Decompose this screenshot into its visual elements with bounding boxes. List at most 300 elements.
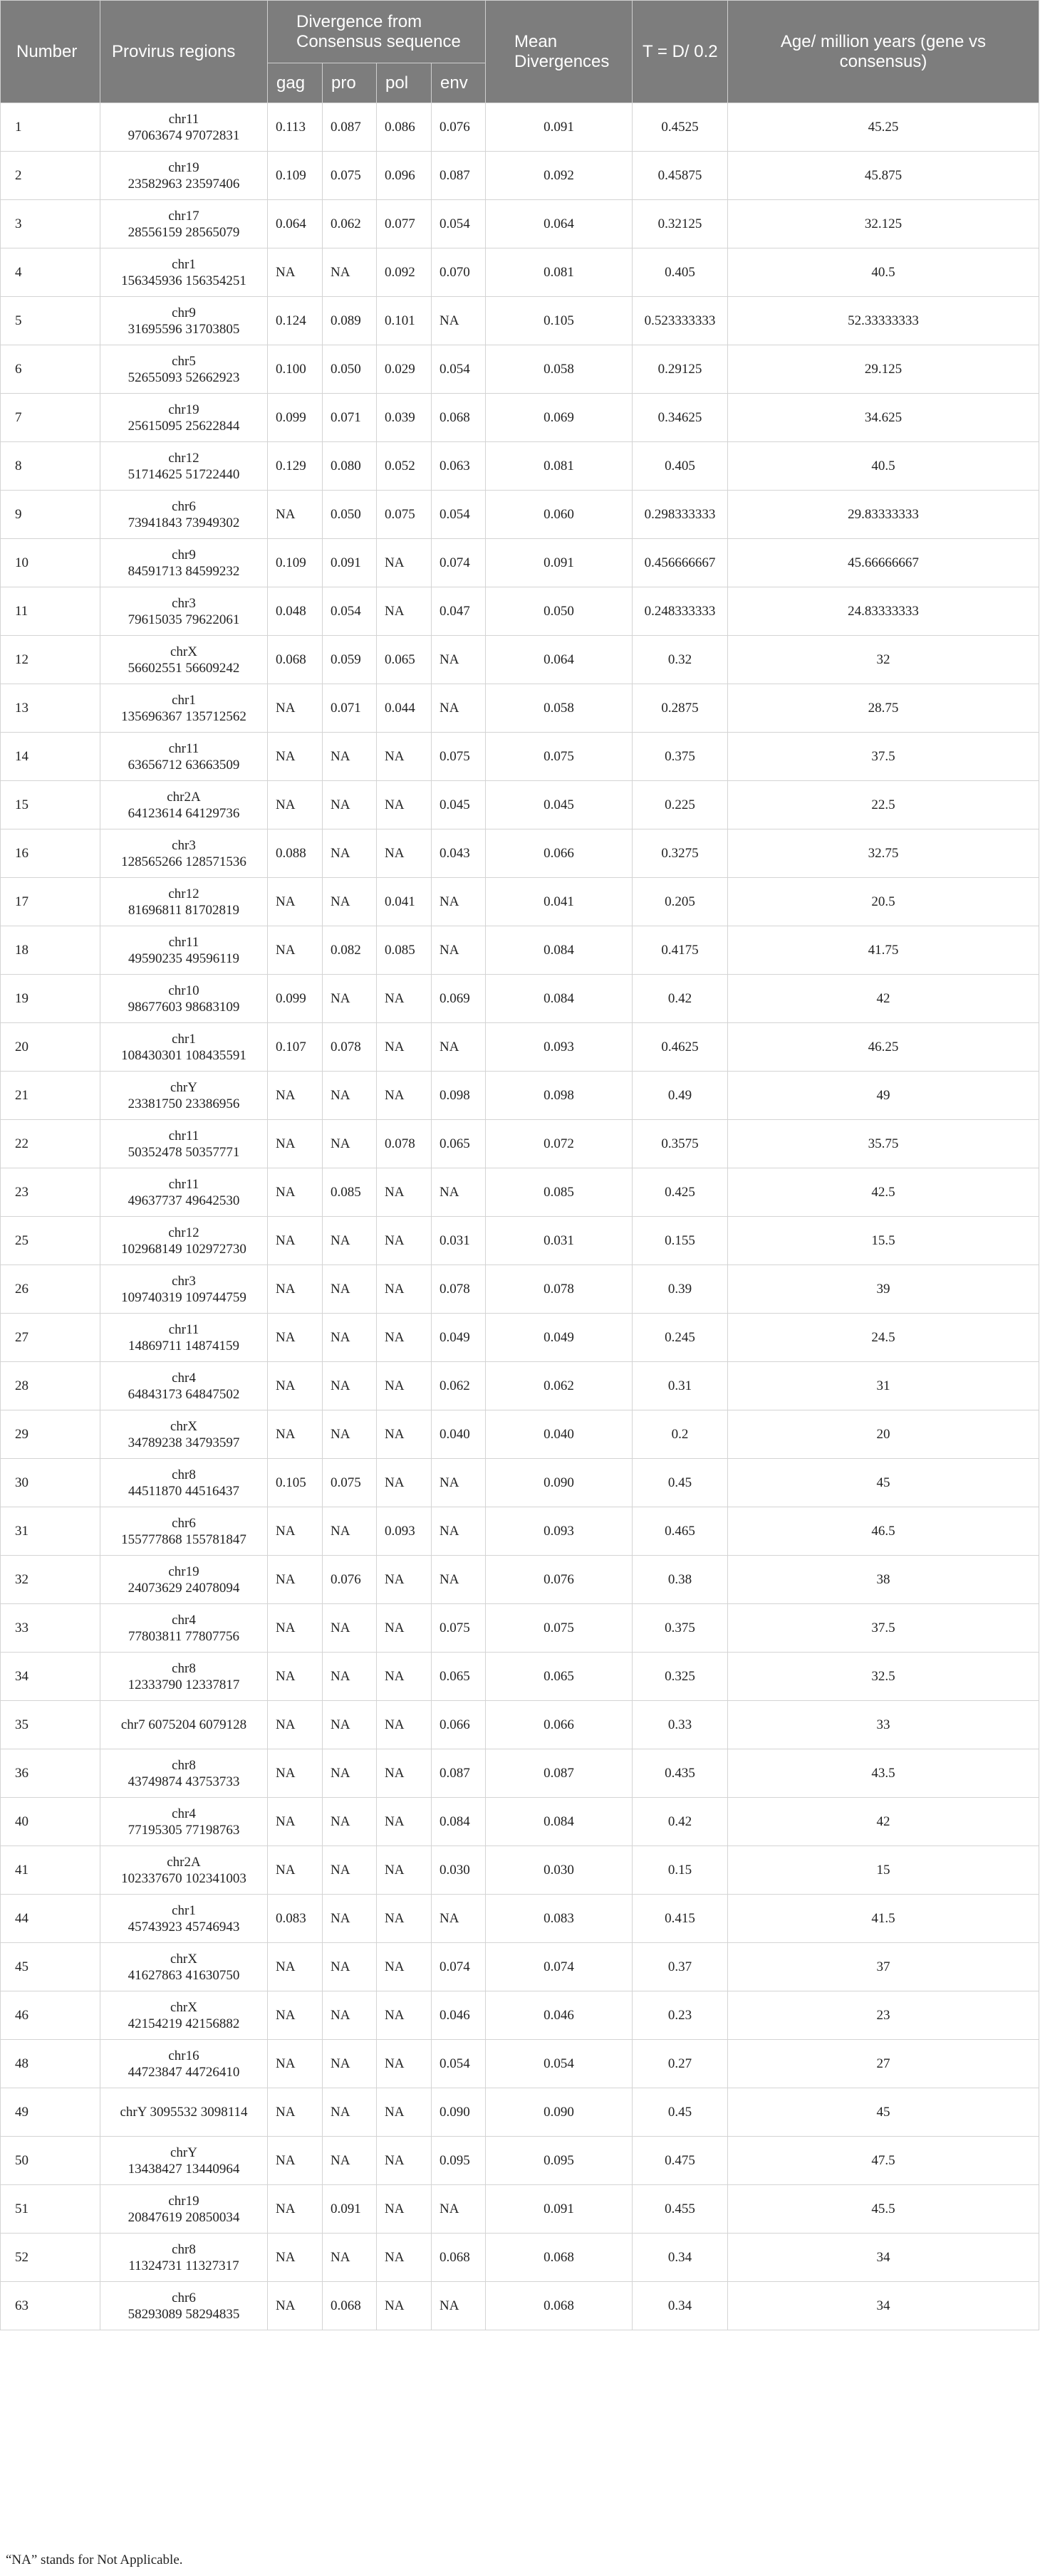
cell-number: 16 bbox=[1, 829, 100, 878]
header-pro: pro bbox=[323, 63, 377, 103]
table-row bbox=[1, 1410, 1039, 1459]
cell-pro: 0.076 bbox=[323, 1556, 377, 1604]
cell-number: 14 bbox=[1, 733, 100, 781]
cell-pro: NA bbox=[323, 781, 377, 829]
region-coordinates: 11324731 11327317 bbox=[128, 2258, 239, 2273]
cell-t-value: 0.4625 bbox=[633, 1023, 728, 1072]
cell-mean-divergence: 0.068 bbox=[486, 2282, 633, 2330]
cell-env: 0.068 bbox=[432, 394, 486, 442]
cell-number: 4 bbox=[1, 248, 100, 297]
cell-pol: 0.075 bbox=[377, 491, 432, 539]
cell-gag: NA bbox=[268, 1943, 323, 1991]
cell-t-value: 0.2875 bbox=[633, 684, 728, 733]
cell-number: 27 bbox=[1, 1314, 100, 1362]
region-coordinates: 25615095 25622844 bbox=[128, 418, 240, 434]
table-row bbox=[1, 152, 1039, 200]
region-coordinates: 64123614 64129736 bbox=[128, 805, 240, 821]
cell-provirus-region bbox=[100, 2040, 268, 2088]
cell-t-value: 0.155 bbox=[633, 1217, 728, 1265]
table-row bbox=[1, 1846, 1039, 1895]
cell-mean-divergence: 0.060 bbox=[486, 491, 633, 539]
cell-env: 0.054 bbox=[432, 2040, 486, 2088]
cell-env: NA bbox=[432, 1023, 486, 1072]
cell-provirus-region bbox=[100, 781, 268, 829]
cell-gag: NA bbox=[268, 926, 323, 975]
cell-number: 29 bbox=[1, 1410, 100, 1459]
cell-provirus-region bbox=[100, 103, 268, 152]
cell-gag: NA bbox=[268, 1846, 323, 1895]
cell-age: 47.5 bbox=[728, 2137, 1039, 2185]
region-chromosome: chr2A bbox=[167, 789, 201, 805]
cell-mean-divergence: 0.078 bbox=[486, 1265, 633, 1314]
cell-env: NA bbox=[432, 636, 486, 684]
cell-age: 46.5 bbox=[728, 1507, 1039, 1556]
cell-pol: 0.078 bbox=[377, 1120, 432, 1168]
cell-env: NA bbox=[432, 926, 486, 975]
region-chromosome: chrX bbox=[170, 1418, 197, 1434]
cell-t-value: 0.31 bbox=[633, 1362, 728, 1410]
region-chromosome: chr8 bbox=[172, 1757, 196, 1773]
region-chromosome: chrX bbox=[170, 1999, 197, 2015]
cell-gag: NA bbox=[268, 2040, 323, 2088]
cell-number: 49 bbox=[1, 2088, 100, 2137]
table-row bbox=[1, 1120, 1039, 1168]
cell-mean-divergence: 0.084 bbox=[486, 926, 633, 975]
cell-gag: NA bbox=[268, 1362, 323, 1410]
cell-mean-divergence: 0.075 bbox=[486, 1604, 633, 1653]
cell-number: 31 bbox=[1, 1507, 100, 1556]
region-coordinates: 44723847 44726410 bbox=[128, 2064, 240, 2080]
cell-env: 0.046 bbox=[432, 1991, 486, 2040]
cell-t-value: 0.23 bbox=[633, 1991, 728, 2040]
cell-gag: 0.107 bbox=[268, 1023, 323, 1072]
cell-age: 46.25 bbox=[728, 1023, 1039, 1072]
cell-provirus-region bbox=[100, 636, 268, 684]
cell-mean-divergence: 0.093 bbox=[486, 1507, 633, 1556]
cell-pol: 0.092 bbox=[377, 248, 432, 297]
cell-age: 45 bbox=[728, 2088, 1039, 2137]
table-row bbox=[1, 539, 1039, 587]
region-coordinates: 63656712 63663509 bbox=[128, 757, 240, 773]
cell-t-value: 0.205 bbox=[633, 878, 728, 926]
table-row bbox=[1, 2040, 1039, 2088]
cell-env: 0.062 bbox=[432, 1362, 486, 1410]
table-row bbox=[1, 878, 1039, 926]
cell-pro: NA bbox=[323, 2088, 377, 2137]
header-age: Age/ million years (gene vs consensus) bbox=[728, 1, 1039, 103]
table-row bbox=[1, 2234, 1039, 2282]
cell-t-value: 0.37 bbox=[633, 1943, 728, 1991]
cell-mean-divergence: 0.091 bbox=[486, 539, 633, 587]
cell-provirus-region bbox=[100, 248, 268, 297]
cell-provirus-region bbox=[100, 152, 268, 200]
cell-pro: NA bbox=[323, 829, 377, 878]
cell-provirus-region bbox=[100, 1217, 268, 1265]
cell-number: 23 bbox=[1, 1168, 100, 1217]
cell-pol: NA bbox=[377, 2282, 432, 2330]
cell-number: 11 bbox=[1, 587, 100, 636]
region-chromosome: chr7 6075204 6079128 bbox=[120, 1717, 247, 1732]
cell-t-value: 0.4175 bbox=[633, 926, 728, 975]
region-chromosome: chr9 bbox=[172, 305, 196, 320]
region-chromosome: chr8 bbox=[172, 2241, 196, 2257]
cell-gag: NA bbox=[268, 2234, 323, 2282]
region-coordinates: 84591713 84599232 bbox=[128, 563, 240, 579]
cell-mean-divergence: 0.087 bbox=[486, 1749, 633, 1798]
cell-t-value: 0.45875 bbox=[633, 152, 728, 200]
cell-pro: 0.082 bbox=[323, 926, 377, 975]
table-row bbox=[1, 1362, 1039, 1410]
header-number: Number bbox=[1, 1, 100, 103]
cell-pro: NA bbox=[323, 1265, 377, 1314]
cell-t-value: 0.225 bbox=[633, 781, 728, 829]
header-gag: gag bbox=[268, 63, 323, 103]
cell-mean-divergence: 0.030 bbox=[486, 1846, 633, 1895]
cell-t-value: 0.34 bbox=[633, 2282, 728, 2330]
cell-number: 51 bbox=[1, 2185, 100, 2234]
region-coordinates: 58293089 58294835 bbox=[128, 2306, 240, 2322]
cell-pro: 0.089 bbox=[323, 297, 377, 345]
cell-age: 29.83333333 bbox=[728, 491, 1039, 539]
cell-pol: NA bbox=[377, 1895, 432, 1943]
cell-age: 20 bbox=[728, 1410, 1039, 1459]
region-chromosome: chrX bbox=[170, 1951, 197, 1967]
cell-pro: 0.050 bbox=[323, 491, 377, 539]
region-coordinates: 24073629 24078094 bbox=[128, 1580, 240, 1596]
cell-mean-divergence: 0.090 bbox=[486, 2088, 633, 2137]
cell-number: 2 bbox=[1, 152, 100, 200]
cell-pol: NA bbox=[377, 829, 432, 878]
table-row bbox=[1, 345, 1039, 394]
cell-provirus-region bbox=[100, 1943, 268, 1991]
cell-provirus-region bbox=[100, 1072, 268, 1120]
region-coordinates: 42154219 42156882 bbox=[128, 2016, 240, 2031]
table-row bbox=[1, 2088, 1039, 2137]
table-row bbox=[1, 248, 1039, 297]
cell-pol: NA bbox=[377, 1362, 432, 1410]
cell-gag: NA bbox=[268, 1217, 323, 1265]
region-chromosome: chrX bbox=[170, 644, 197, 659]
table-row bbox=[1, 103, 1039, 152]
table-row bbox=[1, 1507, 1039, 1556]
cell-pol: NA bbox=[377, 1556, 432, 1604]
cell-pro: NA bbox=[323, 248, 377, 297]
cell-provirus-region bbox=[100, 2137, 268, 2185]
cell-provirus-region bbox=[100, 587, 268, 636]
cell-gag: 0.100 bbox=[268, 345, 323, 394]
cell-pol: 0.052 bbox=[377, 442, 432, 491]
region-coordinates: 81696811 81702819 bbox=[128, 902, 240, 918]
cell-gag: NA bbox=[268, 1507, 323, 1556]
region-chromosome: chr19 bbox=[168, 2193, 199, 2209]
header-env: env bbox=[432, 63, 486, 103]
cell-provirus-region bbox=[100, 1507, 268, 1556]
cell-mean-divergence: 0.064 bbox=[486, 200, 633, 248]
cell-t-value: 0.456666667 bbox=[633, 539, 728, 587]
cell-env: 0.040 bbox=[432, 1410, 486, 1459]
cell-pol: NA bbox=[377, 733, 432, 781]
table-row bbox=[1, 636, 1039, 684]
table-row bbox=[1, 491, 1039, 539]
cell-pol: NA bbox=[377, 1846, 432, 1895]
cell-env: 0.043 bbox=[432, 829, 486, 878]
cell-pro: 0.059 bbox=[323, 636, 377, 684]
region-chromosome: chrY 3095532 3098114 bbox=[120, 2105, 248, 2120]
region-coordinates: 31695596 31703805 bbox=[128, 321, 240, 337]
cell-t-value: 0.523333333 bbox=[633, 297, 728, 345]
cell-mean-divergence: 0.058 bbox=[486, 684, 633, 733]
cell-t-value: 0.45 bbox=[633, 2088, 728, 2137]
cell-pol: NA bbox=[377, 1701, 432, 1749]
cell-gag: NA bbox=[268, 733, 323, 781]
table-row bbox=[1, 1314, 1039, 1362]
cell-pol: 0.077 bbox=[377, 200, 432, 248]
cell-mean-divergence: 0.095 bbox=[486, 2137, 633, 2185]
region-chromosome: chr3 bbox=[172, 595, 196, 611]
cell-provirus-region bbox=[100, 1701, 268, 1749]
cell-gag: 0.105 bbox=[268, 1459, 323, 1507]
cell-pol: NA bbox=[377, 2234, 432, 2282]
cell-env: 0.084 bbox=[432, 1798, 486, 1846]
cell-pro: 0.075 bbox=[323, 1459, 377, 1507]
cell-env: NA bbox=[432, 297, 486, 345]
cell-gag: NA bbox=[268, 1991, 323, 2040]
region-coordinates: 28556159 28565079 bbox=[128, 224, 240, 240]
cell-age: 37.5 bbox=[728, 733, 1039, 781]
cell-pro: 0.085 bbox=[323, 1168, 377, 1217]
cell-gag: NA bbox=[268, 1653, 323, 1701]
cell-mean-divergence: 0.105 bbox=[486, 297, 633, 345]
cell-age: 27 bbox=[728, 2040, 1039, 2088]
region-chromosome: chr6 bbox=[172, 498, 196, 514]
cell-mean-divergence: 0.098 bbox=[486, 1072, 633, 1120]
cell-pol: 0.086 bbox=[377, 103, 432, 152]
cell-mean-divergence: 0.066 bbox=[486, 829, 633, 878]
region-coordinates: 56602551 56609242 bbox=[128, 660, 240, 676]
region-chromosome: chr12 bbox=[168, 450, 199, 466]
table-row bbox=[1, 587, 1039, 636]
cell-mean-divergence: 0.085 bbox=[486, 1168, 633, 1217]
region-coordinates: 45743923 45746943 bbox=[128, 1919, 240, 1934]
cell-pro: 0.071 bbox=[323, 684, 377, 733]
cell-mean-divergence: 0.031 bbox=[486, 1217, 633, 1265]
cell-pol: NA bbox=[377, 1749, 432, 1798]
header-t-value: T = D/ 0.2 bbox=[633, 1, 728, 103]
table-row bbox=[1, 1072, 1039, 1120]
cell-gag: 0.113 bbox=[268, 103, 323, 152]
cell-age: 32.5 bbox=[728, 1653, 1039, 1701]
cell-mean-divergence: 0.090 bbox=[486, 1459, 633, 1507]
cell-pro: NA bbox=[323, 1943, 377, 1991]
cell-pro: NA bbox=[323, 1507, 377, 1556]
cell-number: 35 bbox=[1, 1701, 100, 1749]
cell-gag: NA bbox=[268, 2282, 323, 2330]
cell-t-value: 0.49 bbox=[633, 1072, 728, 1120]
cell-pol: NA bbox=[377, 1168, 432, 1217]
region-coordinates: 43749874 43753733 bbox=[128, 1774, 240, 1789]
region-chromosome: chr1 bbox=[172, 256, 196, 272]
table-row bbox=[1, 200, 1039, 248]
cell-gag: NA bbox=[268, 878, 323, 926]
cell-pol: NA bbox=[377, 2185, 432, 2234]
cell-age: 38 bbox=[728, 1556, 1039, 1604]
cell-gag: 0.048 bbox=[268, 587, 323, 636]
cell-provirus-region bbox=[100, 878, 268, 926]
cell-env: NA bbox=[432, 684, 486, 733]
cell-provirus-region bbox=[100, 829, 268, 878]
cell-pol: 0.101 bbox=[377, 297, 432, 345]
cell-env: 0.054 bbox=[432, 200, 486, 248]
cell-pro: 0.091 bbox=[323, 539, 377, 587]
cell-provirus-region bbox=[100, 1846, 268, 1895]
cell-age: 33 bbox=[728, 1701, 1039, 1749]
table-row bbox=[1, 1653, 1039, 1701]
cell-pol: NA bbox=[377, 539, 432, 587]
cell-pro: NA bbox=[323, 1072, 377, 1120]
cell-env: 0.074 bbox=[432, 1943, 486, 1991]
cell-number: 10 bbox=[1, 539, 100, 587]
cell-env: 0.087 bbox=[432, 1749, 486, 1798]
cell-pro: 0.054 bbox=[323, 587, 377, 636]
cell-t-value: 0.42 bbox=[633, 1798, 728, 1846]
cell-provirus-region bbox=[100, 394, 268, 442]
cell-pro: NA bbox=[323, 975, 377, 1023]
cell-mean-divergence: 0.076 bbox=[486, 1556, 633, 1604]
table-row bbox=[1, 1556, 1039, 1604]
cell-pro: NA bbox=[323, 2040, 377, 2088]
cell-env: NA bbox=[432, 878, 486, 926]
table-row bbox=[1, 1991, 1039, 2040]
cell-pro: NA bbox=[323, 1410, 377, 1459]
cell-age: 45.875 bbox=[728, 152, 1039, 200]
cell-pro: NA bbox=[323, 1991, 377, 2040]
region-coordinates: 49637737 49642530 bbox=[128, 1193, 240, 1208]
cell-age: 45.66666667 bbox=[728, 539, 1039, 587]
cell-mean-divergence: 0.066 bbox=[486, 1701, 633, 1749]
cell-gag: NA bbox=[268, 248, 323, 297]
cell-number: 8 bbox=[1, 442, 100, 491]
cell-gag: NA bbox=[268, 1410, 323, 1459]
table-header bbox=[1, 1, 1039, 103]
region-coordinates: 23381750 23386956 bbox=[128, 1096, 240, 1111]
cell-pol: NA bbox=[377, 2137, 432, 2185]
cell-number: 21 bbox=[1, 1072, 100, 1120]
region-chromosome: chr11 bbox=[168, 1321, 199, 1337]
cell-mean-divergence: 0.046 bbox=[486, 1991, 633, 2040]
cell-gag: 0.088 bbox=[268, 829, 323, 878]
cell-pro: NA bbox=[323, 1749, 377, 1798]
table-row bbox=[1, 394, 1039, 442]
region-coordinates: 77195305 77198763 bbox=[128, 1822, 240, 1838]
cell-pro: NA bbox=[323, 1604, 377, 1653]
region-chromosome: chr11 bbox=[168, 740, 199, 756]
cell-t-value: 0.405 bbox=[633, 248, 728, 297]
cell-t-value: 0.42 bbox=[633, 975, 728, 1023]
cell-t-value: 0.32 bbox=[633, 636, 728, 684]
cell-pol: NA bbox=[377, 1943, 432, 1991]
region-chromosome: chrY bbox=[170, 1079, 197, 1095]
cell-mean-divergence: 0.065 bbox=[486, 1653, 633, 1701]
cell-provirus-region bbox=[100, 1604, 268, 1653]
cell-pro: NA bbox=[323, 1217, 377, 1265]
cell-t-value: 0.375 bbox=[633, 733, 728, 781]
cell-number: 17 bbox=[1, 878, 100, 926]
cell-mean-divergence: 0.040 bbox=[486, 1410, 633, 1459]
cell-age: 40.5 bbox=[728, 442, 1039, 491]
table-row bbox=[1, 1943, 1039, 1991]
cell-provirus-region bbox=[100, 2185, 268, 2234]
region-coordinates: 64843173 64847502 bbox=[128, 1386, 240, 1402]
cell-pol: 0.085 bbox=[377, 926, 432, 975]
header-pol: pol bbox=[377, 63, 432, 103]
table-row bbox=[1, 733, 1039, 781]
cell-number: 30 bbox=[1, 1459, 100, 1507]
cell-env: 0.087 bbox=[432, 152, 486, 200]
cell-provirus-region bbox=[100, 926, 268, 975]
cell-number: 19 bbox=[1, 975, 100, 1023]
region-coordinates: 20847619 20850034 bbox=[128, 2209, 240, 2225]
cell-number: 5 bbox=[1, 297, 100, 345]
cell-gag: NA bbox=[268, 1120, 323, 1168]
cell-env: 0.090 bbox=[432, 2088, 486, 2137]
cell-env: NA bbox=[432, 1556, 486, 1604]
cell-pol: 0.065 bbox=[377, 636, 432, 684]
region-coordinates: 49590235 49596119 bbox=[128, 951, 240, 966]
cell-env: 0.075 bbox=[432, 733, 486, 781]
cell-number: 25 bbox=[1, 1217, 100, 1265]
region-coordinates: 73941843 73949302 bbox=[128, 515, 240, 530]
cell-number: 18 bbox=[1, 926, 100, 975]
region-chromosome: chr4 bbox=[172, 1806, 196, 1821]
cell-provirus-region bbox=[100, 1265, 268, 1314]
cell-provirus-region bbox=[100, 2282, 268, 2330]
cell-age: 45 bbox=[728, 1459, 1039, 1507]
cell-env: 0.045 bbox=[432, 781, 486, 829]
cell-t-value: 0.3275 bbox=[633, 829, 728, 878]
cell-age: 35.75 bbox=[728, 1120, 1039, 1168]
cell-age: 42 bbox=[728, 975, 1039, 1023]
cell-number: 41 bbox=[1, 1846, 100, 1895]
cell-provirus-region bbox=[100, 1895, 268, 1943]
table-row bbox=[1, 926, 1039, 975]
cell-provirus-region bbox=[100, 1168, 268, 1217]
cell-pro: 0.068 bbox=[323, 2282, 377, 2330]
table-row bbox=[1, 1265, 1039, 1314]
cell-pro: 0.050 bbox=[323, 345, 377, 394]
cell-t-value: 0.3575 bbox=[633, 1120, 728, 1168]
cell-env: 0.054 bbox=[432, 345, 486, 394]
cell-age: 34 bbox=[728, 2282, 1039, 2330]
cell-env: 0.031 bbox=[432, 1217, 486, 1265]
cell-number: 46 bbox=[1, 1991, 100, 2040]
cell-pol: NA bbox=[377, 587, 432, 636]
region-chromosome: chr6 bbox=[172, 2290, 196, 2305]
region-chromosome: chr3 bbox=[172, 837, 196, 853]
cell-pro: 0.062 bbox=[323, 200, 377, 248]
cell-pol: NA bbox=[377, 1314, 432, 1362]
cell-pol: 0.039 bbox=[377, 394, 432, 442]
cell-pro: NA bbox=[323, 1653, 377, 1701]
table-row bbox=[1, 297, 1039, 345]
cell-t-value: 0.455 bbox=[633, 2185, 728, 2234]
cell-mean-divergence: 0.091 bbox=[486, 103, 633, 152]
region-chromosome: chr11 bbox=[168, 111, 199, 127]
cell-number: 40 bbox=[1, 1798, 100, 1846]
cell-env: 0.070 bbox=[432, 248, 486, 297]
region-chromosome: chr12 bbox=[168, 886, 199, 901]
cell-gag: NA bbox=[268, 1556, 323, 1604]
cell-gag: NA bbox=[268, 2088, 323, 2137]
